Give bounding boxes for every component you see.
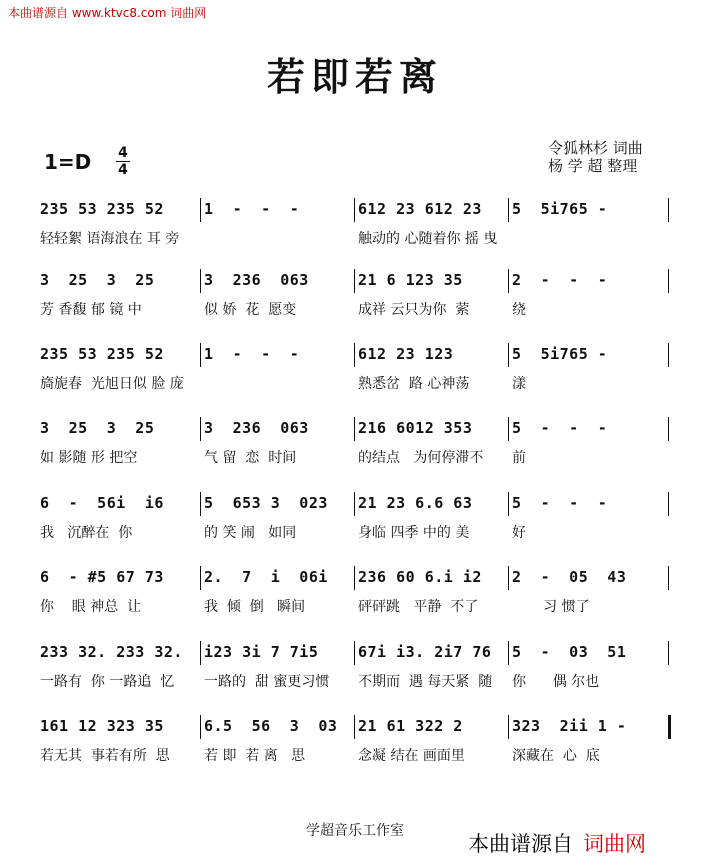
bar-notes: 5 - - - [512, 419, 608, 437]
bar-notes: 3 236 063 [204, 419, 309, 437]
bar-lyrics: 的 笑 闹 如同 [204, 525, 297, 541]
credit-arranger: 杨 学 超 整理 [548, 157, 638, 175]
bar-lyrics: 旖旎春 光旭日似 脸 庞 [40, 376, 184, 392]
bar-lyrics: 触动的 心随着你 摇 曳 [358, 231, 498, 247]
bar-notes: 612 23 612 23 [358, 200, 482, 218]
score-row [0, 200, 710, 270]
bar-line [354, 343, 355, 367]
bar-line [508, 343, 509, 367]
bar-line [354, 715, 355, 739]
bar-notes: 3 25 3 25 [40, 271, 155, 289]
watermark-bottom-left: 本曲谱源自 [468, 832, 573, 856]
score-row [0, 494, 710, 564]
bar-line [508, 566, 509, 590]
bar-notes: i23 3i 7 7i5 [204, 643, 319, 661]
bar-lyrics: 深藏在 心 底 [512, 748, 600, 764]
bar-line [354, 566, 355, 590]
score-row [0, 419, 710, 489]
bar-notes: 235 53 235 52 [40, 345, 164, 363]
bar-line [668, 343, 669, 367]
bar-line [354, 641, 355, 665]
bar-line [200, 641, 201, 665]
bar-notes: 6 - #5 67 73 [40, 568, 164, 586]
bar-notes: 2 - - - [512, 271, 608, 289]
time-signature-bottom: 4 [118, 162, 128, 178]
bar-lyrics: 成祥 云只为你 萦 [358, 302, 470, 318]
score-row [0, 643, 710, 713]
bar-line [354, 269, 355, 293]
bar-lyrics: 身临 四季 中的 美 [358, 525, 470, 541]
bar-line [200, 566, 201, 590]
bar-line [668, 566, 669, 590]
bar-lyrics: 砰砰跳 平静 不了 [358, 599, 479, 615]
bar-notes: 236 60 6.i i2 [358, 568, 482, 586]
bar-lyrics: 的结点 为何停滞不 [358, 450, 484, 466]
key-signature: 1=D [44, 150, 92, 174]
bar-lyrics: 一路有 你 一路追 忆 [40, 674, 175, 690]
bar-notes: 6.5 56 3 03 [204, 717, 338, 735]
bar-notes: 5 5i765 - [512, 345, 608, 363]
bar-lyrics: 你 眼 神总 让 [40, 599, 142, 615]
bar-lyrics: 你 偶 尔也 [512, 674, 600, 690]
bar-line [508, 269, 509, 293]
bar-lyrics: 好 [512, 525, 526, 541]
bar-lyrics: 若无其 事若有所 思 [40, 748, 170, 764]
bar-line [508, 715, 509, 739]
bar-notes: 3 236 063 [204, 271, 309, 289]
bar-lyrics: 我 沉醉在 你 [40, 525, 133, 541]
bar-lyrics: 不期而 遇 每天紧 随 [358, 674, 493, 690]
bar-lyrics: 如 影随 形 把空 [40, 450, 138, 466]
bar-notes: 5 653 3 023 [204, 494, 328, 512]
bar-line [508, 417, 509, 441]
bar-notes: 161 12 323 35 [40, 717, 164, 735]
bar-notes: 3 25 3 25 [40, 419, 155, 437]
score-row [0, 568, 710, 638]
bar-line [508, 198, 509, 222]
bar-line [668, 198, 669, 222]
bar-lyrics: 若 即 若 离 思 [204, 748, 306, 764]
bar-lyrics: 念凝 结在 画面里 [358, 748, 465, 764]
bar-lyrics: 熟悉岔 路 心神荡 [358, 376, 470, 392]
bar-lyrics: 一路的 甜 蜜更习惯 [204, 674, 330, 690]
bar-line [508, 641, 509, 665]
bar-line [508, 492, 509, 516]
bar-lyrics: 前 [512, 450, 526, 466]
bar-notes: 21 61 322 2 [358, 717, 463, 735]
bar-lyrics: 漾 [512, 376, 526, 392]
song-title: 若即若离 [266, 55, 443, 99]
bar-line [668, 641, 669, 665]
bar-line [354, 492, 355, 516]
credit-lyricist-composer: 令狐林杉 词曲 [548, 139, 643, 157]
bar-notes: 5 5i765 - [512, 200, 608, 218]
watermark-bottom [468, 828, 646, 858]
watermark-bottom-right: 词曲网 [583, 832, 646, 856]
bar-line [354, 417, 355, 441]
bar-notes: 2 - 05 43 [512, 568, 627, 586]
bar-lyrics: 我 倾 倒 瞬间 [204, 599, 306, 615]
bar-notes: 21 6 123 35 [358, 271, 463, 289]
bar-notes: 5 - 03 51 [512, 643, 627, 661]
bar-line [200, 198, 201, 222]
bar-notes: 612 23 123 [358, 345, 454, 363]
bar-lyrics: 似 娇 花 愿变 [204, 302, 297, 318]
bar-line [200, 269, 201, 293]
bar-notes: 21 23 6.6 63 [358, 494, 473, 512]
bar-notes: 1 - - - [204, 200, 300, 218]
watermark-top: 本曲谱源自 www.ktvc8.com 词曲网 [8, 6, 207, 20]
time-signature [116, 146, 130, 177]
score-row [0, 345, 710, 415]
bar-notes: 5 - - - [512, 494, 608, 512]
bar-lyrics: 绕 [512, 302, 526, 318]
bar-line [668, 269, 669, 293]
bar-notes: 6 - 56i i6 [40, 494, 164, 512]
bar-line [668, 492, 669, 516]
bar-notes: 67i i3. 2i7 76 [358, 643, 492, 661]
bar-notes: 2. 7 i 06i [204, 568, 328, 586]
score-row [0, 271, 710, 341]
bar-line [668, 417, 669, 441]
bar-notes: 323 2ii 1 - [512, 717, 627, 735]
time-signature-top: 4 [118, 145, 128, 161]
bar-notes: 233 32. 233 32. [40, 643, 183, 661]
bar-line [200, 417, 201, 441]
footer-studio: 学超音乐工作室 [306, 823, 404, 839]
bar-notes: 1 - - - [204, 345, 300, 363]
bar-lyrics: 习 惯了 [512, 599, 590, 615]
bar-notes: 216 6012 353 [358, 419, 473, 437]
final-bar-line [668, 715, 671, 739]
bar-lyrics: 芳 香馥 郁 镜 中 [40, 302, 142, 318]
bar-line [200, 492, 201, 516]
bar-lyrics: 轻轻絮 语海浪在 耳 旁 [40, 231, 180, 247]
bar-lyrics: 气 留 恋 时间 [204, 450, 297, 466]
bar-notes: 235 53 235 52 [40, 200, 164, 218]
bar-line [200, 343, 201, 367]
bar-line [354, 198, 355, 222]
bar-line [200, 715, 201, 739]
score-row [0, 717, 710, 787]
